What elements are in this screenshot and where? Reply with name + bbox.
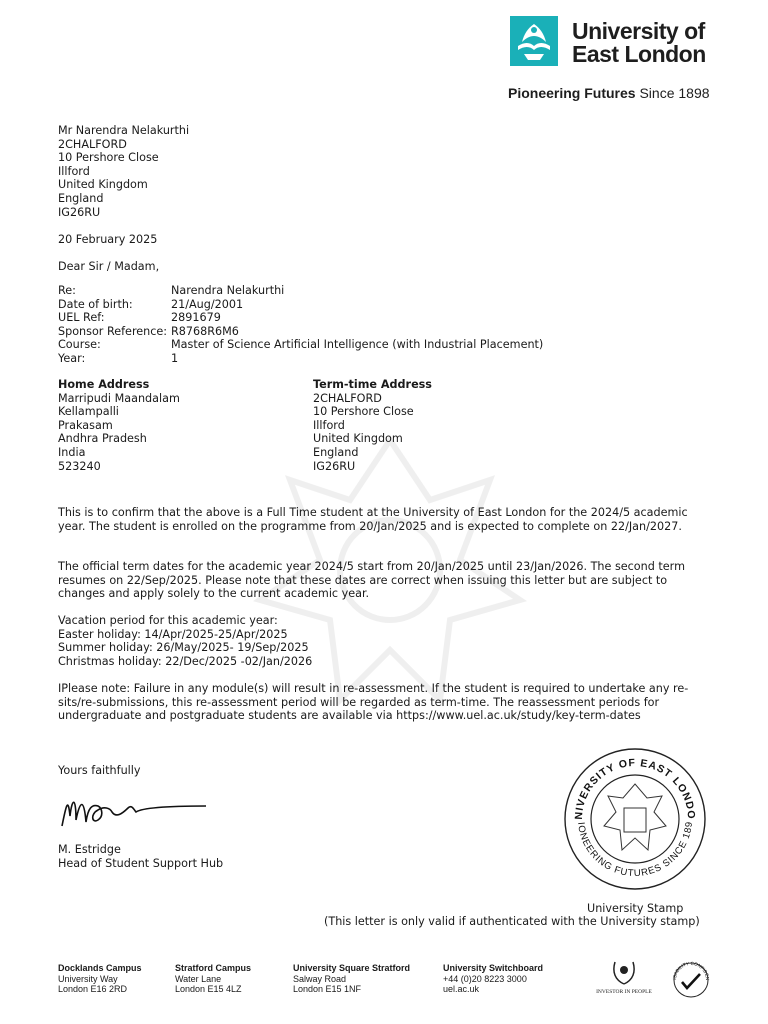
signatory-title: Head of Student Support Hub: [58, 856, 224, 870]
tagline-bold: Pioneering Futures: [508, 85, 636, 101]
footer-line: Water Lane: [175, 973, 222, 984]
tagline: [508, 85, 710, 101]
recipient-line: 10 Pershore Close: [58, 151, 159, 165]
svg-text:UNIVERSITY OF EAST LONDON: [562, 746, 697, 820]
footer-line: University Way: [58, 973, 118, 984]
recipient-line: 2CHALFORD: [58, 137, 127, 151]
home-address-line: India: [58, 445, 86, 459]
reassessment-paragraph: IPlease note: Failure in any module(s) will result in re-assessment. If the student is required to undertake any re-sits/re-submissions, this re-assessment period will be regarded as term-time. The reassessment periods for undergraduate and postgraduate students are available via https://www.uel.ac.uk/study/key-term-dates: [58, 682, 689, 723]
home-address-line: Prakasam: [58, 418, 113, 432]
investor-badge-text: INVESTOR IN PEOPLE: [596, 989, 652, 995]
footer-title: Stratford Campus: [175, 963, 252, 973]
stamp-bottom-text: IONEERING FUTURES SINCE 189: [575, 820, 696, 880]
stamp-caption: University Stamp: [587, 902, 684, 915]
laurel-icon: [609, 958, 639, 986]
signatory-name: M. Estridge: [58, 843, 121, 856]
tagline-rest: Since 1898: [635, 85, 710, 101]
investor-in-people-badge: [594, 958, 654, 996]
term-address: [313, 378, 432, 473]
detail-key: Re:: [58, 284, 76, 297]
detail-value: Master of Science Artificial Intelligence (with Industrial Placement): [171, 338, 544, 352]
footer-switchboard: [443, 963, 543, 995]
footer-line: London E15 4LZ: [175, 984, 242, 994]
closing: Yours faithfully: [58, 764, 141, 777]
uel-logo-icon: [510, 16, 558, 66]
detail-key: Year:: [58, 352, 86, 365]
home-address-title: Home Address: [58, 378, 150, 391]
detail-value: 21/Aug/2001: [171, 297, 244, 311]
vacation-line: Easter holiday: 14/Apr/2025-25/Apr/2025: [58, 627, 288, 641]
university-name-line2: East London: [572, 41, 706, 67]
recipient-address: [58, 124, 189, 219]
recipient-line: IG26RU: [58, 205, 101, 219]
detail-value: 2891679: [171, 311, 221, 325]
term-address-line: England: [313, 445, 359, 459]
footer-stratford: [175, 963, 251, 995]
signatory: [58, 843, 223, 870]
term-address-line: United Kingdom: [313, 432, 403, 446]
home-address-line: Andhra Pradesh: [58, 432, 147, 446]
footer-line: London E15 1NF: [293, 984, 362, 994]
vacation-line: Christmas holiday: 22/Dec/2025 -02/Jan/2026: [58, 654, 313, 668]
home-address-line: Marripudi Maandalam: [58, 391, 180, 405]
letter-date: 20 February 2025: [58, 233, 158, 246]
term-address-line: 2CHALFORD: [313, 391, 382, 405]
footer-title: University Switchboard: [443, 963, 544, 973]
vacation-line: Vacation period for this academic year:: [58, 614, 278, 627]
term-address-line: Illford: [313, 418, 345, 432]
signature-icon: [58, 786, 218, 837]
disability-confident-badge: [670, 958, 712, 1001]
term-address-title: Term-time Address: [313, 378, 432, 391]
term-dates-paragraph: The official term dates for the academic year 2024/5 start from 20/Jan/2025 until 23/Jan/2026. The second term resumes on 22/Sep/2025. Please note that these dates are correct when issuing this letter but are subject to changes and apply solely to the current academic year.: [58, 560, 685, 601]
recipient-line: Illford: [58, 164, 90, 178]
term-address-line: 10 Pershore Close: [313, 405, 414, 419]
footer-title: Docklands Campus: [58, 963, 142, 973]
footer-line: uel.ac.uk: [443, 984, 480, 994]
footer-line: Salway Road: [293, 973, 347, 984]
enrolment-paragraph: This is to confirm that the above is a Full Time student at the University of East London for the 2024/5 academic year. The student is enrolled on the programme from 20/Jan/2025 and is expected to complete on 22/Jan/2027.: [58, 506, 688, 533]
home-address: [58, 378, 180, 473]
footer-line: +44 (0)20 8223 3000: [443, 973, 527, 984]
vacation-line: Summer holiday: 26/May/2025- 19/Sep/2025: [58, 641, 309, 655]
recipient-line: Mr Narendra Nelakurthi: [58, 124, 190, 137]
vacation-block: [58, 614, 312, 668]
recipient-line: United Kingdom: [58, 178, 148, 192]
home-address-line: 523240: [58, 459, 101, 473]
detail-value: Narendra Nelakurthi: [171, 284, 285, 297]
footer-university-square: [293, 963, 410, 995]
detail-value: R8768R6M6: [171, 324, 239, 338]
detail-key: Sponsor Reference:: [58, 324, 168, 338]
footer-line: London E16 2RD: [58, 984, 128, 994]
detail-key: Course:: [58, 338, 101, 352]
recipient-line: England: [58, 191, 104, 205]
footer-title: University Square Stratford: [293, 963, 411, 973]
university-stamp-icon: [562, 746, 708, 895]
stamp-top-text: NIVERSITY OF EAST LONDO: [572, 756, 698, 821]
home-address-line: Kellampalli: [58, 405, 119, 419]
detail-value: 1: [171, 352, 179, 365]
term-address-line: IG26RU: [313, 459, 356, 473]
detail-key: UEL Ref:: [58, 311, 105, 325]
salutation: Dear Sir / Madam,: [58, 260, 160, 273]
footer-docklands: [58, 963, 142, 995]
detail-key: Date of birth:: [58, 297, 133, 311]
disability-badge-text: ISABILITY CONFIDEN: [671, 960, 711, 981]
stamp-note: (This letter is only valid if authenticated with the University stamp): [324, 915, 700, 928]
university-name-line1: University of: [572, 18, 705, 44]
university-name: [572, 20, 706, 66]
svg-text:DISABILITY CONFIDENT: [670, 958, 710, 980]
